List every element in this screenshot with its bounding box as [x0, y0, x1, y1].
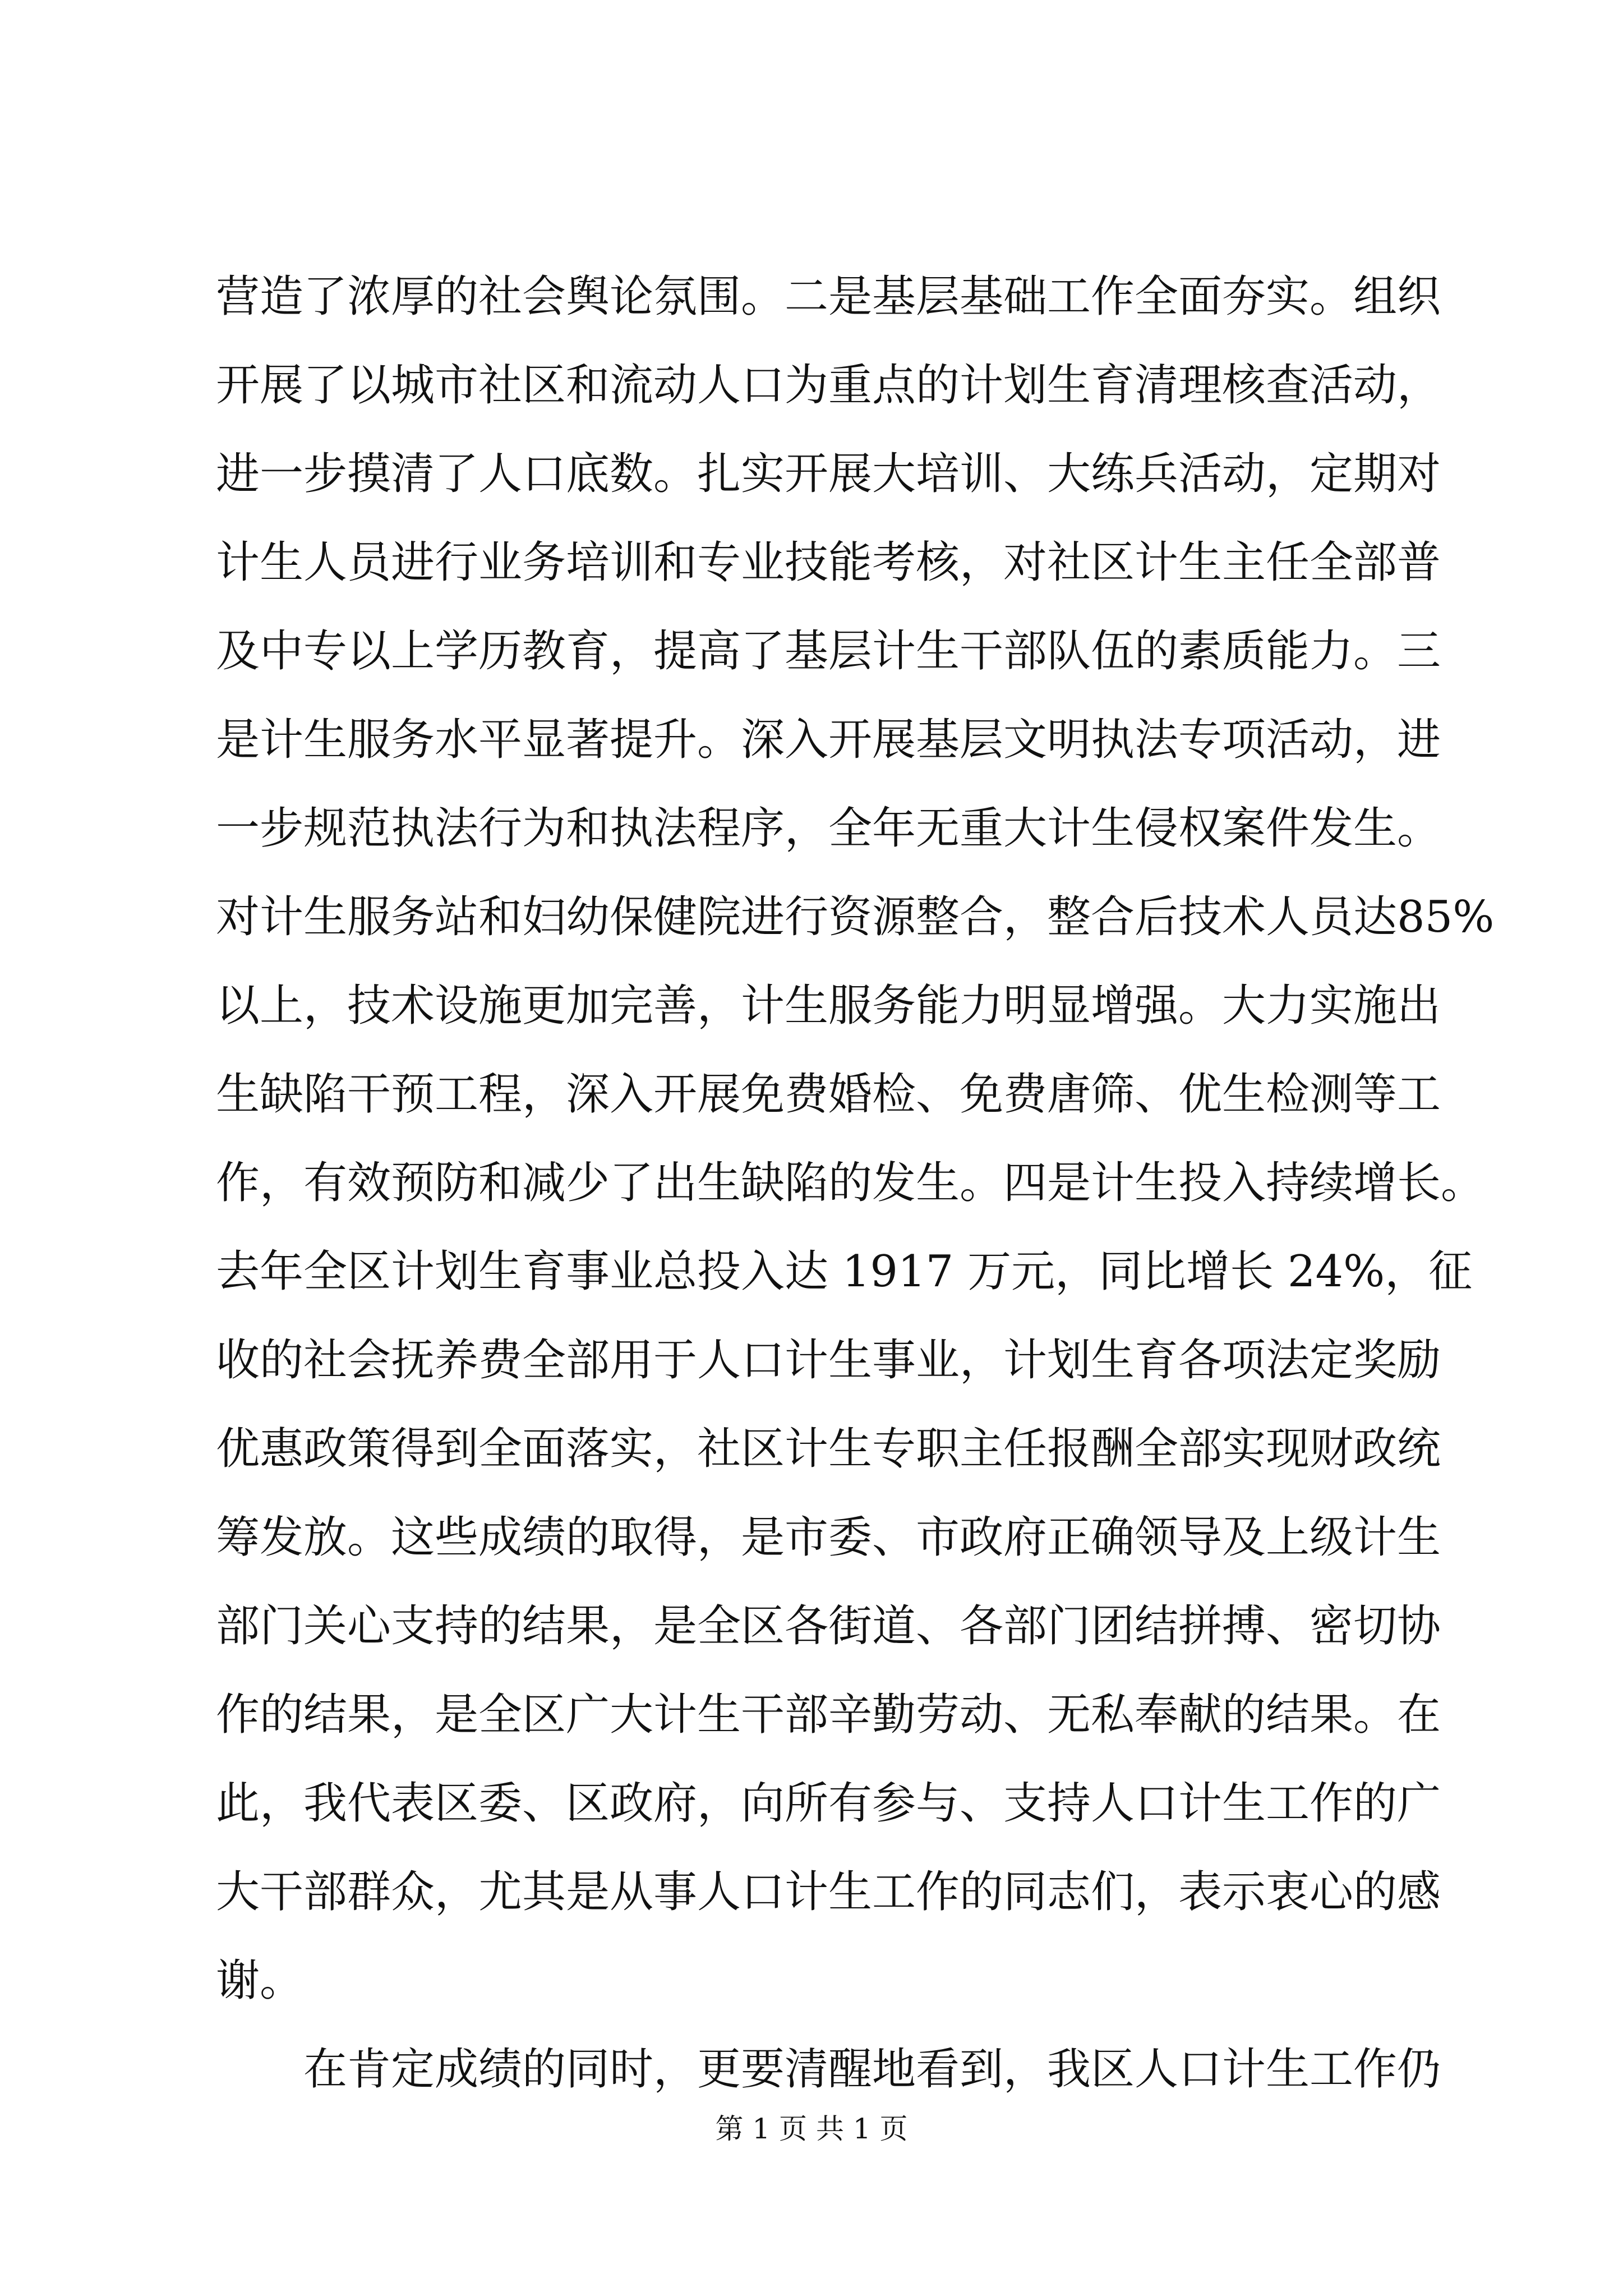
text-line-6: 是计生服务水平显著提升。深入开展基层文明执法专项活动，进	[216, 715, 1441, 765]
text-line-3: 进一步摸清了人口底数。扎实开展大培训、大练兵活动，定期对	[216, 449, 1441, 499]
text-line-19: 大干部群众，尤其是从事人口计生工作的同志们，表示衷心的感	[216, 1867, 1441, 1917]
paragraph-2-line: 在肯定成绩的同时，更要清醒地看到，我区人口计生工作仍	[303, 2044, 1441, 2095]
text-line-13: 收的社会抚养费全部用于人口计生事业，计划生育各项法定奖励	[216, 1335, 1441, 1386]
text-line-7: 一步规范执法行为和执法程序，全年无重大计生侵权案件发生。	[216, 803, 1441, 854]
text-line-4: 计生人员进行业务培训和专业技能考核，对社区计生主任全部普	[216, 537, 1441, 588]
text-line-10: 生缺陷干预工程，深入开展免费婚检、免费唐筛、优生检测等工	[216, 1069, 1441, 1120]
page-footer: 第 1 页 共 1 页	[715, 2113, 908, 2145]
text-line-17: 作的结果，是全区广大计生干部辛勤劳动、无私奉献的结果。在	[216, 1690, 1441, 1740]
text-line-5: 及中专以上学历教育，提高了基层计生干部队伍的素质能力。三	[216, 626, 1441, 677]
text-line-18: 此，我代表区委、区政府，向所有参与、支持人口计生工作的广	[216, 1778, 1441, 1829]
text-line-16: 部门关心支持的结果，是全区各街道、各部门团结拼搏、密切协	[216, 1601, 1441, 1651]
text-line-1: 营造了浓厚的社会舆论氛围。二是基层基础工作全面夯实。组织	[216, 272, 1441, 322]
text-line-8: 对计生服务站和妇幼保健院进行资源整合，整合后技术人员达85%	[216, 892, 1495, 942]
document-body	[216, 252, 1495, 2114]
text-line-11: 作，有效预防和减少了出生缺陷的发生。四是计生投入持续增长。	[216, 1158, 1485, 1208]
text-line-20: 谢。	[216, 1955, 304, 2006]
text-line-9: 以上，技术设施更加完善，计生服务能力明显增强。大力实施出	[216, 981, 1441, 1031]
text-line-14: 优惠政策得到全面落实，社区计生专职主任报酬全部实现财政统	[216, 1424, 1441, 1474]
text-line-12: 去年全区计划生育事业总投入达 1917 万元，同比增长 24%，征	[216, 1246, 1473, 1297]
text-line-2: 开展了以城市社区和流动人口为重点的计划生育清理核查活动，	[216, 360, 1441, 411]
text-line-15: 筹发放。这些成绩的取得，是市委、市政府正确领导及上级计生	[216, 1512, 1441, 1563]
